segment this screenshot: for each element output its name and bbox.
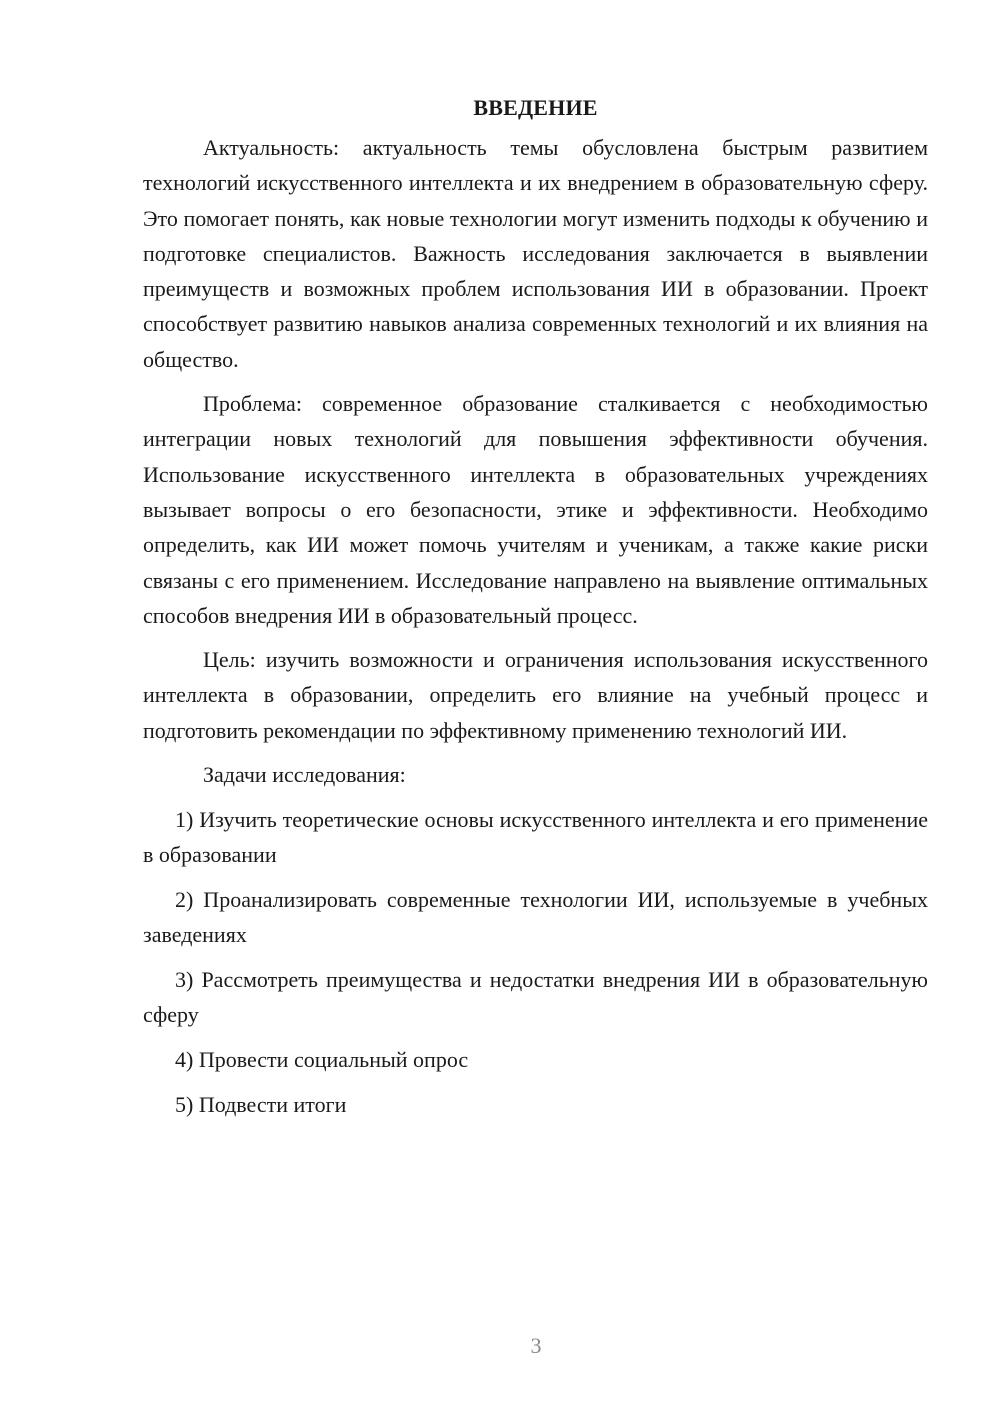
paragraph-problem: Проблема: современное образование сталкивается с необходимостью интеграции новых технологий для повышения эффективности обучения. Использование искусственного интеллекта в образовательных учреждениях вызывает вопросы о его безопасности, этике и эффективности. Необходимо определить, как ИИ может помочь учителям и ученикам, а также какие риски связаны с его применением. Исследование направлено на выявление оптимальных способов внедрения ИИ в образовательный процесс. xyxy=(143,391,928,628)
page-number: 3 xyxy=(530,1333,542,1358)
tasks-heading: Задачи исследования: xyxy=(203,762,406,788)
list-item: 4) Провести социальный опрос xyxy=(175,1047,469,1073)
list-item: 1) Изучить теоретические основы искусственного интеллекта и его применение в образовании xyxy=(143,807,928,868)
list-item: 3) Рассмотреть преимущества и недостатки внедрения ИИ в образовательную сферу xyxy=(143,967,928,1028)
section-heading: ВВЕДЕНИЕ xyxy=(473,95,598,120)
page-content xyxy=(143,90,928,1132)
list-item: 2) Проанализировать современные технологии ИИ, используемые в учебных заведениях xyxy=(143,887,928,948)
list-item: 5) Подвести итоги xyxy=(175,1092,347,1118)
paragraph-relevance: Актуальность: актуальность темы обусловлена быстрым развитием технологий искусственного интеллекта и их внедрением в образовательную сферу. Это помогает понять, как новые технологии могут изменить подходы к обучению и подготовке специалистов. Важность исследования заключается в выявлении преимуществ и возможных проблем использования ИИ в образовании. Проект способствует развитию навыков анализа современных технологий и их влияния на общество. xyxy=(143,135,928,372)
paragraph-goal: Цель: изучить возможности и ограничения использования искусственного интеллекта в образовании, определить его влияние на учебный процесс и подготовить рекомендации по эффективному применению технологий ИИ. xyxy=(143,647,928,743)
tasks-list xyxy=(143,802,928,1122)
